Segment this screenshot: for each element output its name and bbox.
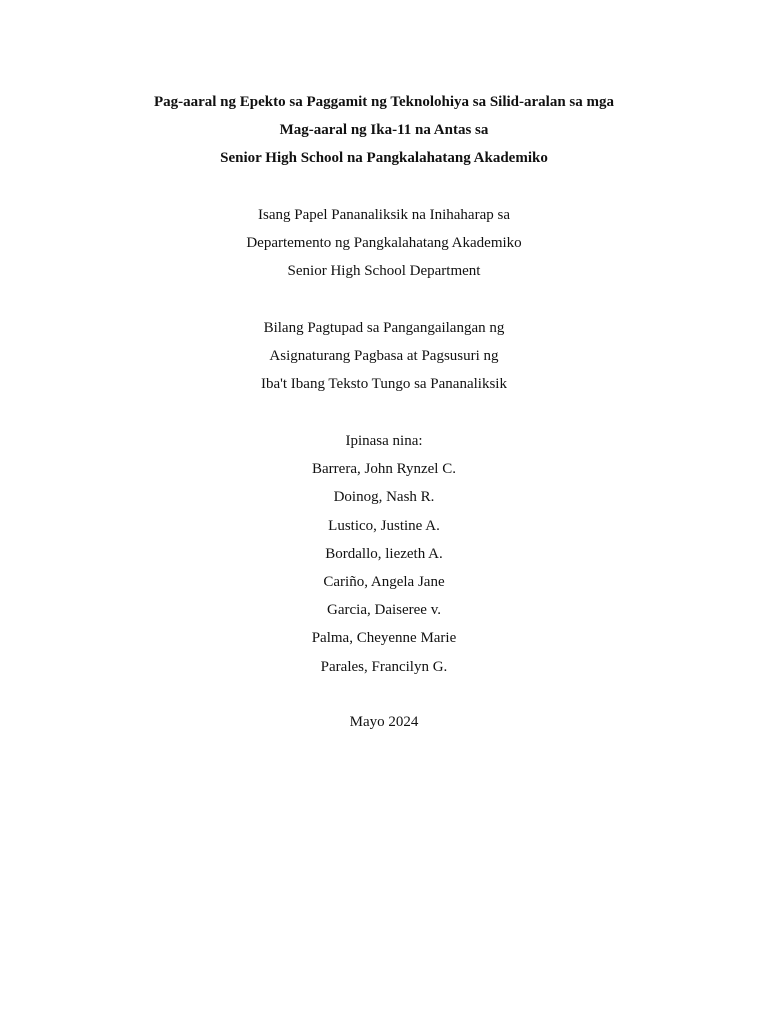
title-line: Pag-aaral ng Epekto sa Paggamit ng Teknolohiya sa Silid-aralan sa mga: [153, 94, 615, 110]
submission-block: [0, 201, 768, 286]
authors-block: [0, 427, 768, 681]
requirement-line: Asignaturang Pagbasa at Pagsusuri ng: [269, 348, 499, 365]
requirement-line: Iba't Ibang Teksto Tungo sa Pananaliksik: [261, 376, 507, 393]
author-name: Garcia, Daiseree v.: [327, 602, 441, 619]
submission-line: Senior High School Department: [287, 263, 481, 280]
author-name: Palma, Cheyenne Marie: [311, 630, 457, 647]
author-name: Doinog, Nash R.: [333, 489, 435, 506]
title-line: Mag-aaral ng Ika-11 na Antas sa: [279, 122, 489, 139]
author-name: Lustico, Justine A.: [328, 517, 440, 534]
authors-heading: Ipinasa nina:: [345, 433, 423, 449]
submission-line: Isang Papel Pananaliksik na Inihaharap sa: [257, 207, 510, 223]
title-block: [0, 88, 768, 173]
requirement-line: Bilang Pagtupad sa Pangangailangan ng: [263, 320, 505, 336]
author-name: Cariño, Angela Jane: [323, 573, 445, 590]
author-name: Barrera, John Rynzel C.: [312, 461, 456, 478]
title-line: Senior High School na Pangkalahatang Akademiko: [220, 150, 548, 167]
author-name: Bordallo, liezeth A.: [325, 545, 443, 562]
date-block: [0, 708, 768, 736]
author-name: Parales, Francilyn G.: [320, 658, 448, 675]
submission-line: Departemento ng Pangkalahatang Akademiko: [246, 235, 522, 252]
requirement-block: [0, 314, 768, 399]
submission-date: Mayo 2024: [349, 714, 419, 730]
